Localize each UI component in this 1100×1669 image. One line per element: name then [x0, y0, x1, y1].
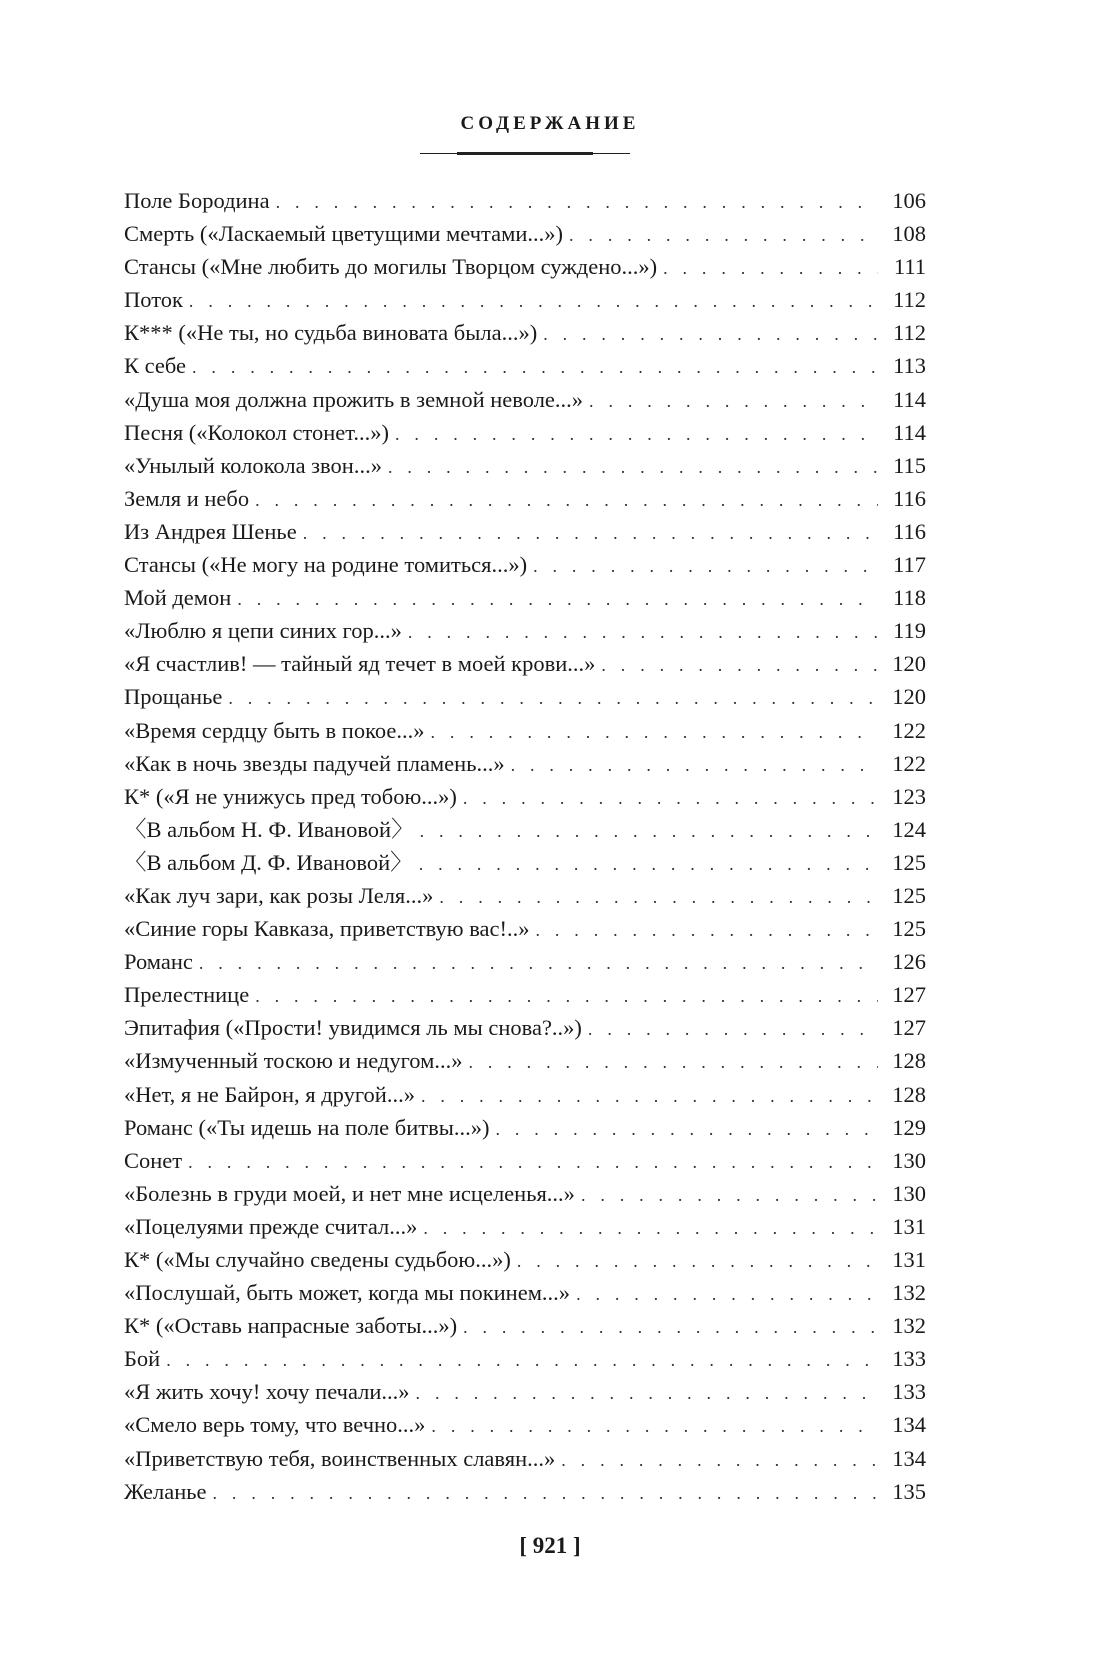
toc-entry-title: Сонет — [124, 1147, 183, 1173]
toc-entry-title: «Приветствую тебя, воинственных славян...» — [124, 1445, 556, 1471]
toc-entry-page: 128 — [892, 1081, 926, 1107]
toc-entry — [124, 747, 926, 780]
toc-entry — [124, 680, 926, 713]
toc-entry-page: 113 — [893, 353, 926, 379]
toc-entry — [124, 647, 926, 680]
toc-entry-title: «Унылый колокола звон...» — [124, 452, 382, 478]
toc-entry-page: 112 — [893, 320, 926, 346]
toc-leader-dots — [416, 1377, 878, 1410]
toc-entry — [124, 879, 926, 912]
toc-leader-dots — [561, 1444, 878, 1477]
toc-entry — [124, 1276, 926, 1309]
toc-entry-page: 122 — [892, 717, 926, 743]
toc-leader-dots — [463, 782, 878, 815]
toc-entry-page: 112 — [893, 287, 926, 313]
toc-entry-page: 134 — [892, 1445, 926, 1471]
toc-entry — [124, 780, 926, 813]
toc-leader-dots — [228, 682, 878, 715]
toc-entry-page: 120 — [892, 651, 926, 677]
toc-entry-title: Поток — [124, 287, 183, 313]
toc-entry — [124, 1210, 926, 1243]
toc-leader-dots — [388, 451, 878, 484]
toc-entry-title: 〈В альбом Н. Ф. Ивановой〉 — [124, 816, 414, 842]
table-of-contents — [124, 184, 926, 1508]
toc-entry-page: 125 — [892, 849, 926, 875]
toc-entry-title: «Как в ночь звезды падучей пламень...» — [124, 750, 505, 776]
toc-entry — [124, 482, 926, 515]
toc-entry-page: 106 — [892, 188, 926, 213]
toc-entry-title: Поле Бородина — [124, 188, 270, 213]
toc-entry-page: 129 — [892, 1114, 926, 1140]
page-number: [ 921 ] — [519, 1533, 581, 1558]
toc-entry-title: «Душа моя должна прожить в земной неволе...» — [124, 386, 584, 412]
toc-entry — [124, 250, 926, 283]
toc-entry — [124, 383, 926, 416]
toc-entry — [124, 1475, 926, 1508]
toc-entry — [124, 846, 926, 879]
toc-entry-title: «Как луч зари, как розы Леля...» — [124, 882, 434, 908]
toc-entry — [124, 184, 926, 217]
toc-entry-title: «Смело верь тому, что вечно...» — [124, 1412, 426, 1438]
toc-leader-dots — [166, 1344, 878, 1377]
toc-leader-dots — [495, 1113, 878, 1146]
toc-entry-page: 119 — [893, 618, 926, 644]
toc-entry-title: Романс («Ты идешь на поле битвы...») — [124, 1114, 490, 1140]
toc-leader-dots — [511, 749, 878, 782]
toc-leader-dots — [517, 1245, 878, 1278]
toc-leader-dots — [255, 484, 878, 517]
toc-leader-dots — [601, 649, 878, 682]
toc-entry-page: 134 — [892, 1412, 926, 1438]
toc-entry-title: Эпитафия («Прости! увидимся ль мы снова?..») — [124, 1015, 582, 1041]
toc-leader-dots — [463, 1311, 878, 1344]
toc-entry-page: 133 — [892, 1346, 926, 1372]
toc-entry — [124, 581, 926, 614]
toc-entry-title: К* («Оставь напрасные заботы...») — [124, 1313, 458, 1339]
toc-leader-dots — [533, 550, 878, 583]
toc-entry-page: 127 — [892, 1015, 926, 1041]
toc-entry — [124, 614, 926, 647]
toc-entry — [124, 515, 926, 548]
toc-entry-title: К*** («Не ты, но судьба виновата была...») — [124, 320, 538, 346]
toc-entry-page: 116 — [893, 518, 926, 544]
toc-entry — [124, 1375, 926, 1408]
toc-entry — [124, 283, 926, 316]
toc-leader-dots — [421, 1080, 878, 1113]
toc-entry-title: К* («Я не унижусь пред тобою...») — [124, 783, 457, 809]
toc-leader-dots — [663, 252, 878, 285]
toc-leader-dots — [199, 947, 878, 980]
toc-entry-page: 118 — [893, 585, 926, 611]
toc-leader-dots — [569, 219, 878, 252]
toc-leader-dots — [439, 881, 878, 914]
toc-entry-page: 120 — [892, 684, 926, 710]
toc-entry-title: Мой демон — [124, 585, 232, 611]
toc-entry — [124, 1078, 926, 1111]
toc-entry-page: 114 — [893, 419, 926, 445]
toc-entry-title: Стансы («Мне любить до могилы Творцом суждено...») — [124, 254, 658, 280]
toc-entry-page: 126 — [892, 949, 926, 975]
toc-entry-page: 130 — [892, 1147, 926, 1173]
toc-entry-title: Песня («Колокол стонет...») — [124, 419, 390, 445]
toc-entry-page: 125 — [892, 916, 926, 942]
toc-entry-page: 135 — [892, 1478, 926, 1504]
toc-entry — [124, 714, 926, 747]
toc-entry-title: Земля и небо — [124, 485, 250, 511]
toc-entry-title: Романс — [124, 949, 193, 975]
toc-leader-dots — [543, 318, 878, 351]
toc-entry — [124, 912, 926, 945]
toc-entry-page: 130 — [892, 1180, 926, 1206]
page-header-title: СОДЕРЖАНИЕ — [460, 113, 640, 134]
toc-leader-dots — [303, 517, 878, 550]
toc-leader-dots — [576, 1278, 878, 1311]
toc-leader-dots — [237, 583, 878, 616]
toc-entry-title: Стансы («Не могу на родине томиться...») — [124, 552, 528, 578]
toc-entry — [124, 1177, 926, 1210]
toc-entry-page: 111 — [893, 254, 926, 280]
toc-entry-page: 125 — [892, 882, 926, 908]
toc-entry-title: Прощанье — [124, 684, 223, 710]
toc-leader-dots — [408, 616, 878, 649]
toc-entry — [124, 1044, 926, 1077]
toc-entry-title: Из Андрея Шенье — [124, 518, 297, 544]
toc-entry — [124, 449, 926, 482]
toc-entry — [124, 1144, 926, 1177]
toc-leader-dots — [536, 914, 879, 947]
toc-entry — [124, 548, 926, 581]
toc-entry-page: 114 — [893, 386, 926, 412]
toc-entry — [124, 1011, 926, 1044]
toc-entry-title: «Нет, я не Байрон, я другой...» — [124, 1081, 415, 1107]
toc-leader-dots — [213, 1477, 878, 1510]
header-rule-thick — [457, 152, 593, 155]
toc-entry-title: «Я жить хочу! хочу печали...» — [124, 1379, 410, 1405]
toc-entry-title: «Поцелуями прежде считал...» — [124, 1213, 418, 1239]
toc-entry — [124, 1342, 926, 1375]
toc-entry-title: «Измученный тоскою и недугом...» — [124, 1048, 463, 1074]
toc-leader-dots — [431, 1410, 878, 1443]
toc-entry-page: 127 — [892, 982, 926, 1008]
toc-entry-page: 116 — [893, 485, 926, 511]
toc-entry-title: Бой — [124, 1346, 161, 1372]
toc-entry — [124, 1442, 926, 1475]
toc-leader-dots — [255, 980, 878, 1013]
toc-leader-dots — [395, 418, 878, 451]
toc-leader-dots — [189, 285, 878, 318]
toc-leader-dots — [423, 1212, 878, 1245]
toc-entry — [124, 978, 926, 1011]
toc-leader-dots — [192, 351, 878, 384]
toc-entry-page: 131 — [892, 1247, 926, 1272]
toc-leader-dots — [581, 1179, 878, 1212]
toc-entry — [124, 416, 926, 449]
toc-entry — [124, 316, 926, 349]
toc-entry-page: 108 — [892, 221, 926, 247]
toc-entry-page: 133 — [892, 1379, 926, 1405]
toc-entry-title: Прелестнице — [124, 982, 250, 1008]
toc-entry-page: 128 — [892, 1048, 926, 1074]
toc-leader-dots — [588, 1013, 878, 1046]
toc-entry-title: «Я счастлив! — тайный яд течет в моей крови...» — [124, 651, 596, 677]
toc-entry-page: 132 — [892, 1280, 926, 1306]
toc-leader-dots — [468, 1046, 878, 1079]
toc-entry-title: «Люблю я цепи синих гор...» — [124, 618, 402, 644]
toc-entry — [124, 1111, 926, 1144]
toc-entry-title: «Время сердцу быть в покое...» — [124, 717, 425, 743]
toc-leader-dots — [419, 848, 878, 881]
toc-entry-title: Желанье — [124, 1478, 207, 1504]
toc-entry-page: 117 — [893, 552, 926, 578]
toc-entry-page: 132 — [892, 1313, 926, 1339]
toc-entry-title: К себе — [124, 353, 187, 379]
toc-entry — [124, 1243, 926, 1276]
toc-entry — [124, 349, 926, 382]
toc-entry-title: «Болезнь в груди моей, и нет мне исцеленья...» — [124, 1180, 575, 1206]
toc-leader-dots — [589, 385, 878, 418]
toc-entry-page: 122 — [892, 750, 926, 776]
toc-entry — [124, 217, 926, 250]
toc-entry-title: «Послушай, быть может, когда мы покинем...» — [124, 1280, 571, 1306]
toc-entry-page: 124 — [892, 816, 926, 842]
toc-entry-title: 〈В альбом Д. Ф. Ивановой〉 — [124, 849, 413, 875]
toc-leader-dots — [420, 815, 878, 848]
toc-entry-page: 131 — [892, 1213, 926, 1239]
toc-entry-page: 115 — [893, 452, 926, 478]
toc-entry-title: К* («Мы случайно сведены судьбою...») — [124, 1247, 511, 1272]
toc-leader-dots — [188, 1146, 878, 1179]
toc-entry-title: «Синие горы Кавказа, приветствую вас!..» — [124, 916, 530, 942]
toc-entry — [124, 1309, 926, 1342]
toc-leader-dots — [431, 716, 878, 749]
toc-entry-title: Смерть («Ласкаемый цветущими мечтами...») — [124, 221, 564, 247]
toc-entry — [124, 813, 926, 846]
toc-entry-page: 123 — [892, 783, 926, 809]
toc-entry — [124, 945, 926, 978]
toc-entry — [124, 1408, 926, 1441]
toc-leader-dots — [276, 186, 878, 219]
